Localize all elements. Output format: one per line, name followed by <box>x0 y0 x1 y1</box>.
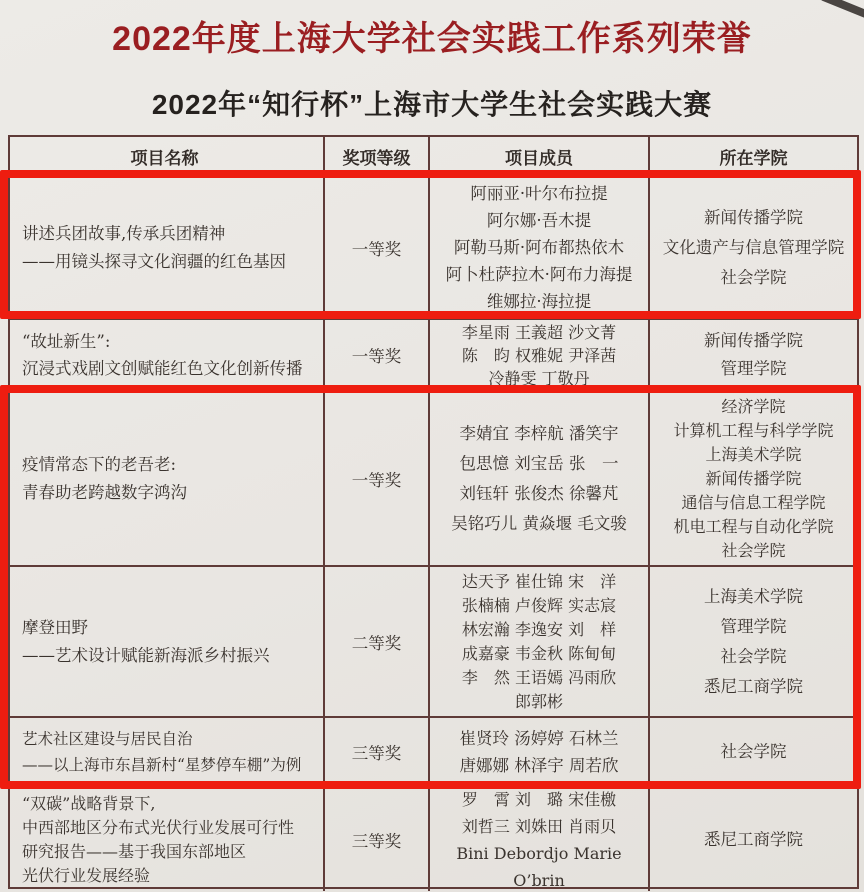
header-college: 所在学院 <box>719 148 788 169</box>
cell-award: 一等奖 <box>325 177 430 318</box>
cell-members <box>430 718 650 786</box>
member-line: 崔贤玲 汤婷婷 石林兰 <box>459 729 619 748</box>
member-line: 李星雨 王義超 沙文菁 <box>461 322 617 342</box>
project-line: ——用镜头探寻文化润疆的红色基因 <box>22 251 286 271</box>
college-line: 新闻传播学院 <box>704 331 803 350</box>
member-line: 罗 霄 刘 璐 宋佳檄 <box>461 789 617 809</box>
header-award-level: 奖项等级 <box>325 137 430 175</box>
cell-project <box>10 788 325 891</box>
project-line: 中西部地区分布式光伏行业发展可行性 <box>22 817 295 837</box>
college-line: 机电工程与自动化学院 <box>673 516 834 536</box>
cell-project <box>10 718 325 786</box>
member-line: Bini Debordjo Marie O’brin <box>456 843 622 890</box>
cell-colleges <box>650 718 857 786</box>
project-line: 青春助老跨越数字鸿沟 <box>22 482 187 502</box>
project-line: 沉浸式戏剧文创赋能红色文化创新传播 <box>22 359 303 378</box>
header-project-name: 项目名称 <box>10 137 325 175</box>
member-line: 刘哲三 刘姝田 肖雨贝 <box>461 816 617 836</box>
cell-members <box>430 567 650 716</box>
table-row-2 <box>10 320 857 392</box>
header-project-members: 项目成员 <box>430 137 650 175</box>
table-row-6 <box>10 788 857 891</box>
college-line: 通信与信息工程学院 <box>681 492 826 512</box>
page-title: 2022年度上海大学社会实践工作系列荣誉 <box>112 20 752 58</box>
table-row-4 <box>10 567 857 718</box>
member-line: 刘钰轩 张俊杰 徐馨芃 <box>459 483 619 503</box>
member-line: 唐娜娜 林泽宇 周若欣 <box>459 756 619 775</box>
college-line: 上海美术学院 <box>704 586 803 606</box>
cell-project <box>10 567 325 716</box>
table-row-5 <box>10 718 857 788</box>
member-line: 张楠楠 卢俊辉 实志宸 <box>461 595 617 615</box>
member-line: 林宏瀚 李逸安 刘 样 <box>461 619 617 639</box>
college-line: 新闻传播学院 <box>704 207 803 227</box>
project-line: “双碳”战略背景下, <box>22 793 156 813</box>
cell-members <box>430 320 650 390</box>
cell-award: 三等奖 <box>325 718 430 786</box>
college-line: 管理学院 <box>720 359 787 378</box>
cell-project <box>10 177 325 318</box>
project-line: 艺术社区建设与居民自治 <box>22 730 193 748</box>
member-line: 包思憶 刘宝岳 张 一 <box>459 453 619 473</box>
cell-award: 三等奖 <box>325 788 430 891</box>
college-line: 管理学院 <box>720 616 787 636</box>
college-line: 悉尼工商学院 <box>704 829 803 849</box>
table-row-1 <box>10 177 857 320</box>
project-line: 讲述兵团故事,传承兵团精神 <box>22 223 226 243</box>
awards-table <box>8 135 859 889</box>
college-line: 经济学院 <box>721 396 786 416</box>
table-row-3 <box>10 392 857 567</box>
member-line: 陈 昀 权雅妮 尹泽茜 <box>461 345 617 365</box>
cell-colleges <box>650 788 857 891</box>
cell-project <box>10 392 325 565</box>
cell-award: 一等奖 <box>325 392 430 565</box>
project-line: 研究报告——基于我国东部地区 <box>22 841 247 861</box>
cell-award: 二等奖 <box>325 567 430 716</box>
project-line: ——艺术设计赋能新海派乡村振兴 <box>22 645 270 665</box>
member-line: 郎郭彬 <box>514 691 563 711</box>
member-line: 维娜拉·海拉提 <box>486 292 592 311</box>
project-line: 光伏行业发展经验 <box>22 865 151 885</box>
college-line: 社会学院 <box>720 267 787 287</box>
cell-project <box>10 320 325 390</box>
member-line: 阿勒马斯·阿布都热依木 <box>453 238 625 257</box>
college-line: 社会学院 <box>720 742 787 761</box>
cell-colleges <box>650 392 857 565</box>
project-line: 疫情常态下的老吾老: <box>22 454 177 474</box>
cell-members <box>430 177 650 318</box>
college-line: 上海美术学院 <box>705 444 802 464</box>
college-line: 计算机工程与科学学院 <box>673 420 834 440</box>
college-line: 文化遗产与信息管理学院 <box>662 237 845 257</box>
project-line: “故址新生”: <box>22 332 111 351</box>
member-line: 阿丽亚·叶尔布拉提 <box>470 184 608 203</box>
member-line: 成嘉豪 韦金秋 陈甸甸 <box>461 643 617 663</box>
cell-colleges <box>650 320 857 390</box>
member-line: 吴铭巧儿 黄焱堰 毛文骏 <box>451 513 627 533</box>
member-line: 阿卜杜萨拉木·阿布力海提 <box>445 265 633 284</box>
member-line: 阿尔娜·吾木提 <box>486 211 592 230</box>
cell-award: 一等奖 <box>325 320 430 390</box>
college-line: 新闻传播学院 <box>705 468 802 488</box>
project-line: ——以上海市东昌新村“星梦停车棚”为例 <box>22 756 302 774</box>
page-subtitle: 2022年“知行杯”上海市大学生社会实践大赛 <box>151 89 713 120</box>
college-line: 社会学院 <box>721 540 786 560</box>
member-line: 李 然 王语嫣 冯雨欣 <box>461 667 617 687</box>
cell-colleges <box>650 567 857 716</box>
member-line: 冷静雯 丁敬丹 <box>488 368 590 388</box>
project-line: 摩登田野 <box>22 617 88 637</box>
cell-colleges <box>650 177 857 318</box>
member-line: 李婧宜 李梓航 潘笑宇 <box>459 423 619 443</box>
cell-members <box>430 788 650 891</box>
college-line: 悉尼工商学院 <box>704 676 803 696</box>
member-line: 达天予 崔仕锦 宋 洋 <box>461 571 617 591</box>
college-line: 社会学院 <box>720 646 787 666</box>
table-header-row <box>10 137 857 177</box>
cell-members <box>430 392 650 565</box>
